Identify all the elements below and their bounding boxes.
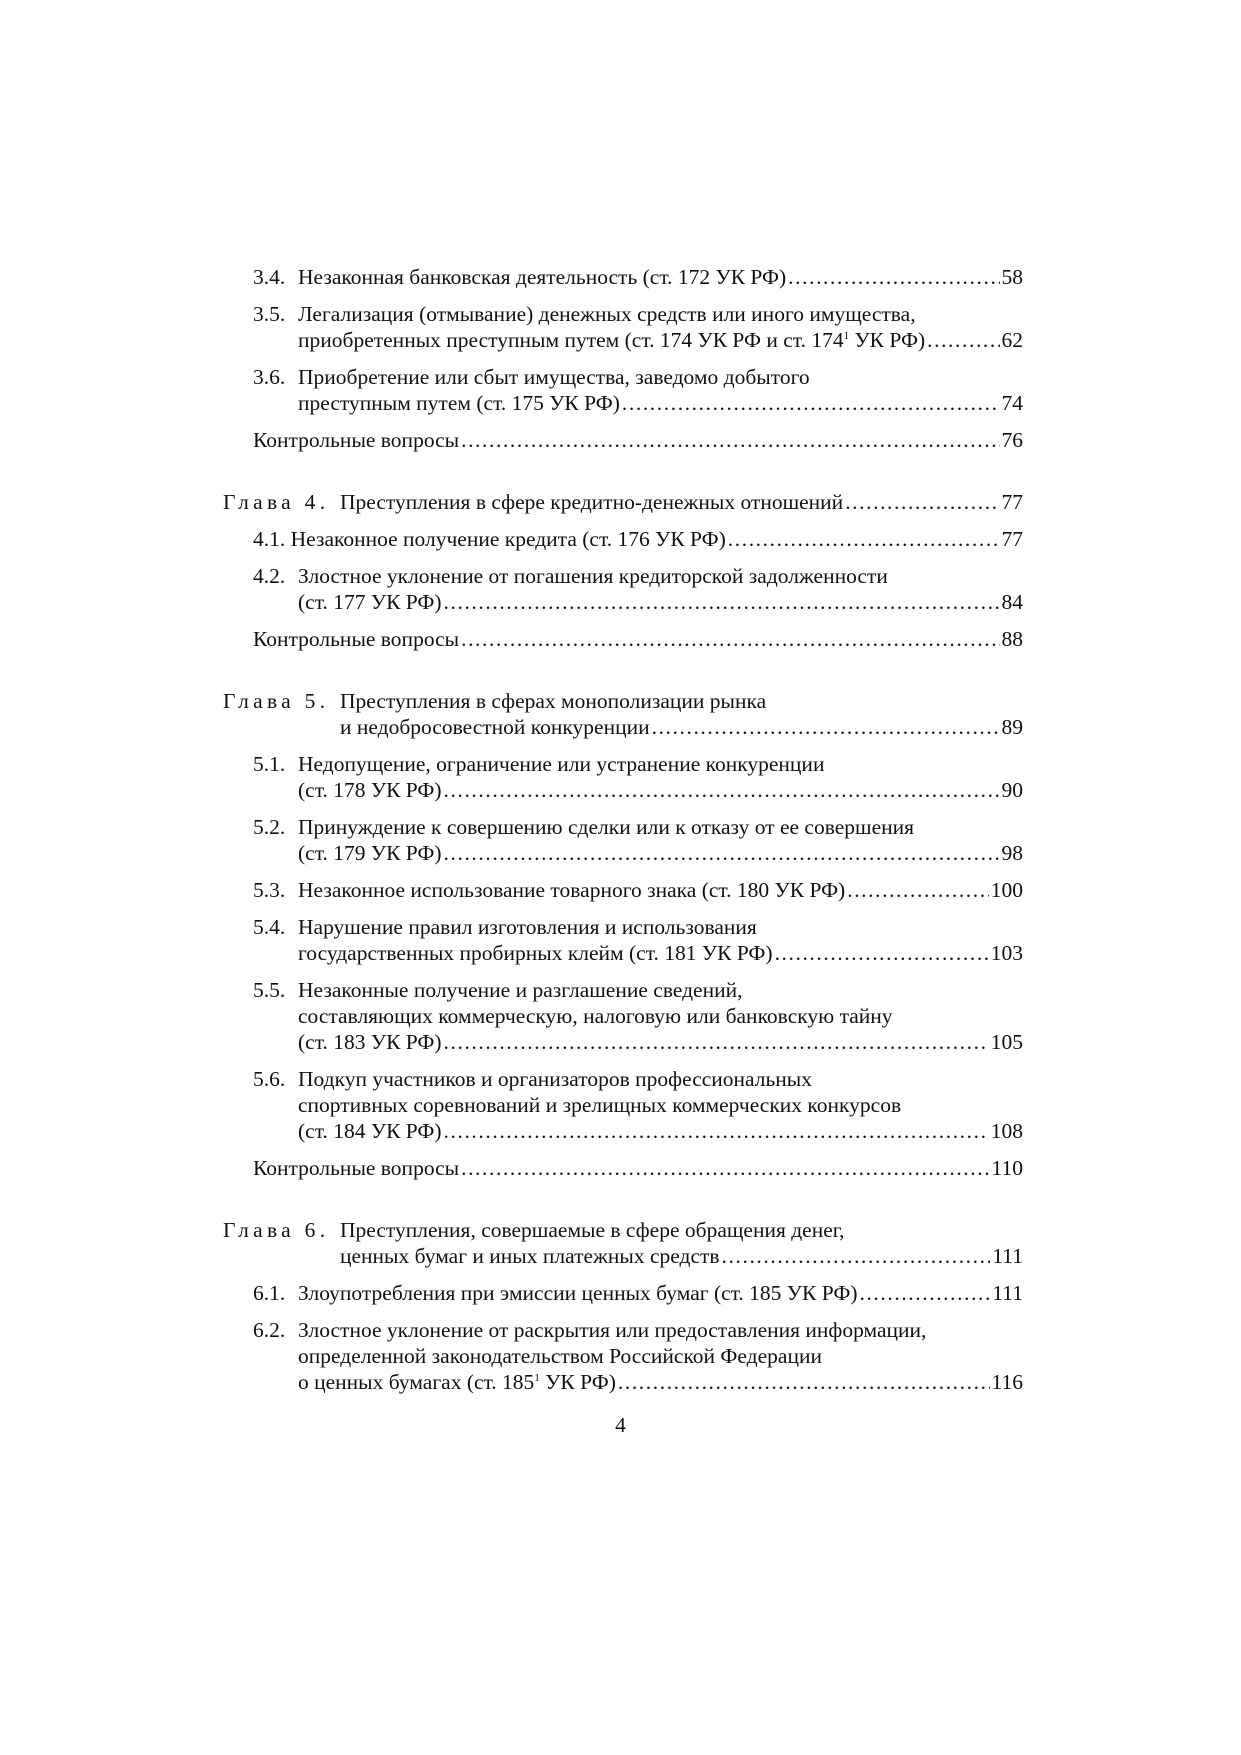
page-ref: 90: [1001, 778, 1023, 802]
dot-leader: [775, 940, 989, 966]
entry-title: 4.1. Незаконное получение кредита (ст. 176 УК РФ): [253, 527, 726, 551]
entry-title: Незаконное использование товарного знака (ст. 180 УК РФ): [298, 878, 846, 902]
dot-leader: [788, 264, 999, 290]
page-ref: 103: [990, 941, 1023, 965]
section-number: 5.4.: [253, 915, 286, 939]
dot-leader: [444, 1029, 989, 1055]
entry-title-last-line: (ст. 178 УК РФ): [298, 778, 442, 802]
toc-entry-6-1[interactable]: [253, 1280, 1023, 1306]
entry-title-line: составляющих коммерческую, налоговую или банковскую тайну: [298, 1004, 893, 1028]
table-of-contents: [223, 264, 1023, 1395]
dot-leader: [461, 1155, 989, 1181]
entry-title: Незаконная банковская деятельность (ст. 172 УК РФ): [298, 265, 787, 289]
chapter-label: Глава 5.: [223, 689, 330, 713]
toc-entry-5-2[interactable]: [253, 814, 1023, 866]
toc-entry-5-6[interactable]: [253, 1066, 1023, 1144]
section-number: 5.5.: [253, 978, 286, 1002]
dot-leader: [728, 526, 1000, 552]
page-ref: 98: [1001, 841, 1023, 865]
toc-entry-5-1[interactable]: [253, 751, 1023, 803]
entry-title: Контрольные вопросы: [253, 627, 460, 651]
chapter-label: Глава 4.: [223, 490, 330, 514]
entry-title-line: Нарушение правил изготовления и использования: [298, 915, 757, 939]
page-ref: 110: [991, 1156, 1023, 1180]
entry-title-last-line: приобретенных преступным путем (ст. 174 УК РФ и ст. $174^1$ УК РФ): [298, 328, 926, 352]
dot-leader: [444, 840, 1000, 866]
toc-entry-5-4[interactable]: [253, 914, 1023, 966]
page-ref: 88: [1001, 627, 1023, 651]
chapter-title-last-line: и недобросовестной конкуренции: [340, 715, 650, 739]
entry-title-line: Приобретение или сбыт имущества, заведомо добытого: [298, 365, 810, 389]
toc-entry-control-questions-4[interactable]: [253, 626, 1023, 652]
toc-chapter-4[interactable]: [223, 489, 1023, 515]
toc-entry-4-2[interactable]: [253, 563, 1023, 615]
page-ref: 116: [991, 1370, 1023, 1394]
dot-leader: [618, 1369, 990, 1395]
entry-title-line: спортивных соревнований и зрелищных коммерческих конкурсов: [298, 1093, 902, 1117]
toc-entry-3-4[interactable]: [253, 264, 1023, 290]
chapter-title-last-line: ценных бумаг и иных платежных средств: [340, 1244, 720, 1268]
toc-entry-4-1[interactable]: [253, 526, 1023, 552]
entry-title: Контрольные вопросы: [253, 1156, 460, 1180]
page-ref: 89: [1001, 715, 1023, 739]
entry-title-last-line: государственных пробирных клейм (ст. 181 УК РФ): [298, 941, 773, 965]
page-ref: 77: [1001, 490, 1023, 514]
dot-leader: [859, 1280, 990, 1306]
entry-title-line: Злостное уклонение от раскрытия или предоставления информации,: [298, 1318, 927, 1342]
section-number: 5.3.: [253, 878, 286, 902]
dot-leader: [652, 714, 1000, 740]
dot-leader: [845, 489, 999, 515]
entry-title: Злоупотребления при эмиссии ценных бумаг (ст. 185 УК РФ): [298, 1281, 858, 1305]
page-ref: 100: [990, 878, 1023, 902]
page-ref: 74: [1001, 391, 1023, 415]
toc-entry-5-5[interactable]: [253, 977, 1023, 1055]
section-number: 5.2.: [253, 815, 286, 839]
chapter-label: Глава 6.: [223, 1218, 330, 1242]
chapter-title-line: Преступления, совершаемые в сфере обращения денег,: [340, 1218, 845, 1242]
entry-title-line: Принуждение к совершению сделки или к отказу от ее совершения: [298, 815, 915, 839]
section-number: 5.6.: [253, 1067, 286, 1091]
section-number: 3.5.: [253, 302, 286, 326]
entry-title-line: определенной законодательством Российской Федерации: [298, 1344, 822, 1368]
entry-title-last-line: (ст. 177 УК РФ): [298, 590, 442, 614]
dot-leader: [722, 1243, 991, 1269]
toc-entry-5-3[interactable]: [253, 877, 1023, 903]
dot-leader: [461, 626, 999, 652]
section-number: 6.1.: [253, 1281, 286, 1305]
section-number: 3.4.: [253, 265, 286, 289]
dot-leader: [847, 877, 989, 903]
entry-title-line: Подкуп участников и организаторов профессиональных: [298, 1067, 813, 1091]
page-ref: 111: [992, 1244, 1023, 1268]
dot-leader: [461, 427, 999, 453]
entry-title-last-line: (ст. 179 УК РФ): [298, 841, 442, 865]
page-ref: 76: [1001, 428, 1023, 452]
page-ref: 108: [990, 1119, 1023, 1143]
toc-entry-3-6[interactable]: [253, 364, 1023, 416]
entry-title-last-line: (ст. 184 УК РФ): [298, 1119, 442, 1143]
toc-entry-6-2[interactable]: [253, 1317, 1023, 1395]
section-number: 3.6.: [253, 365, 286, 389]
superscript: 1: [843, 330, 850, 342]
page-number: 4: [615, 1413, 626, 1437]
toc-chapter-6[interactable]: [223, 1217, 1023, 1269]
section-number: 6.2.: [253, 1318, 286, 1342]
section-number: 4.2.: [253, 564, 286, 588]
page-ref: 105: [990, 1030, 1023, 1054]
page-ref: 84: [1001, 590, 1023, 614]
superscript: 1: [534, 1372, 540, 1384]
entry-title-line: Незаконные получение и разглашение сведений,: [298, 978, 743, 1002]
entry-title: Контрольные вопросы: [253, 428, 460, 452]
chapter-title-line: Преступления в сферах монополизации рынка: [340, 689, 767, 713]
page-ref: 77: [1001, 527, 1023, 551]
entry-title-last-line: о ценных бумагах (ст. $185^1$ УК РФ): [298, 1370, 616, 1394]
toc-entry-control-questions-5[interactable]: [253, 1155, 1023, 1181]
entry-title-line: Недопущение, ограничение или устранение конкуренции: [298, 752, 825, 776]
toc-chapter-5[interactable]: [223, 688, 1023, 740]
dot-leader: [444, 1118, 989, 1144]
entry-title-line: Легализация (отмывание) денежных средств или иного имущества,: [298, 302, 916, 326]
entry-title-last-line: (ст. 183 УК РФ): [298, 1030, 442, 1054]
entry-title-line: Злостное уклонение от погашения кредиторской задолженности: [298, 564, 888, 588]
toc-entry-control-questions-3[interactable]: [253, 427, 1023, 453]
page-ref: 111: [992, 1281, 1023, 1305]
dot-leader: [444, 589, 1000, 615]
page-ref: 62: [1001, 328, 1023, 352]
dot-leader: [444, 777, 1000, 803]
page-ref: 58: [1001, 265, 1023, 289]
entry-title-last-line: преступным путем (ст. 175 УК РФ): [298, 391, 620, 415]
chapter-title: Преступления в сфере кредитно-денежных отношений: [340, 490, 844, 514]
dot-leader: [622, 390, 1000, 416]
dot-leader: [927, 327, 999, 353]
section-number: 5.1.: [253, 752, 286, 776]
toc-entry-3-5[interactable]: [253, 301, 1023, 353]
